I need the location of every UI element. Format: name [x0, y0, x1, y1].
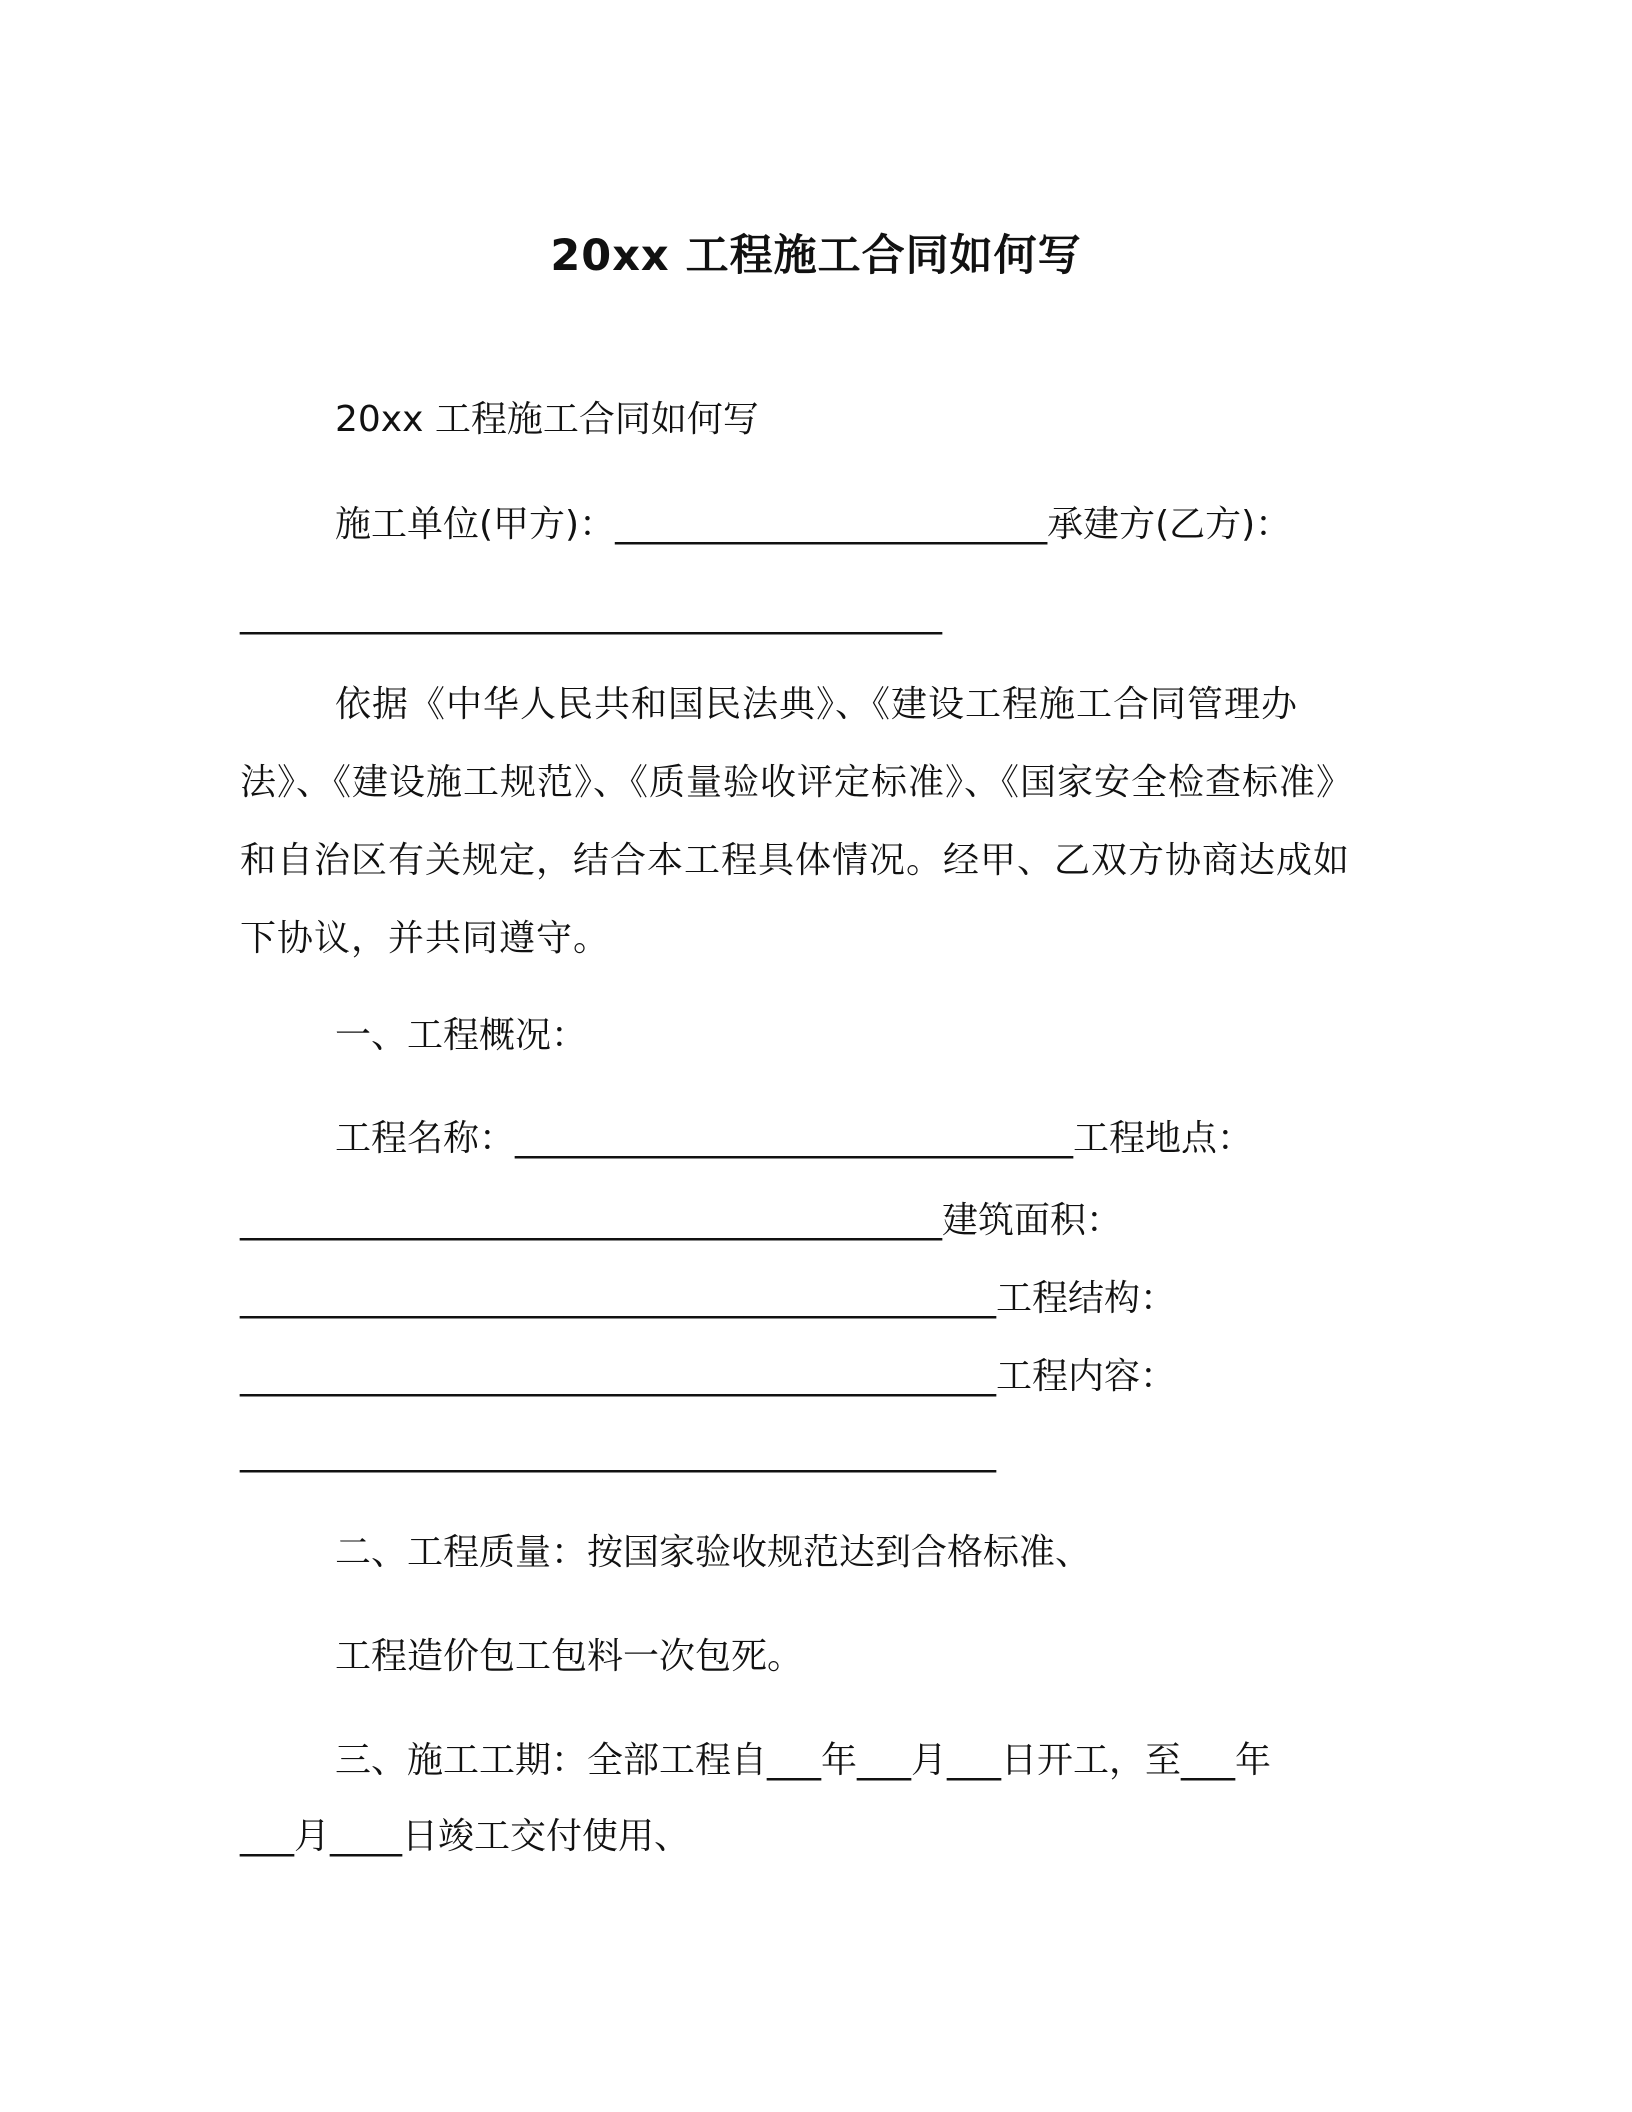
price-line: 工程造价包工包料一次包死。	[335, 1636, 804, 1677]
section-3-continuation: ___月____日竣工交付使用、	[240, 1816, 691, 1857]
structure-line: __________________________________________工程结构：	[240, 1278, 1177, 1319]
section-3-line: 三、施工工期：全部工程自___年___月___日开工，至___年	[335, 1740, 1272, 1781]
building-area-line: _______________________________________建筑面积：	[240, 1200, 1123, 1241]
parties-blank: _______________________________________	[240, 594, 942, 635]
basis-paragraph: 依据《中华人民共和国民法典》、《建设工程施工合同管理办法》、《建设施工规范》、《质量验收评定标准》、《国家安全检查标准》和自治区有关规定，结合本工程具体情况。经甲、乙双方协商达成如下协议，并共同遵守。	[240, 684, 1354, 959]
section-2-heading: 二、工程质量：按国家验收规范达到合格标准、	[335, 1532, 1092, 1573]
final-blank: __________________________________________	[240, 1432, 996, 1473]
project-name-line: 工程名称：_______________________________工程地点：	[335, 1118, 1254, 1159]
document-subtitle: 20xx 工程施工合同如何写	[335, 399, 759, 440]
content-line: __________________________________________工程内容：	[240, 1356, 1177, 1397]
document-title: 20xx 工程施工合同如何写	[550, 231, 1082, 281]
parties-line: 施工单位(甲方)：________________________承建方(乙方)：	[335, 504, 1292, 545]
section-1-heading: 一、工程概况：	[335, 1015, 588, 1056]
